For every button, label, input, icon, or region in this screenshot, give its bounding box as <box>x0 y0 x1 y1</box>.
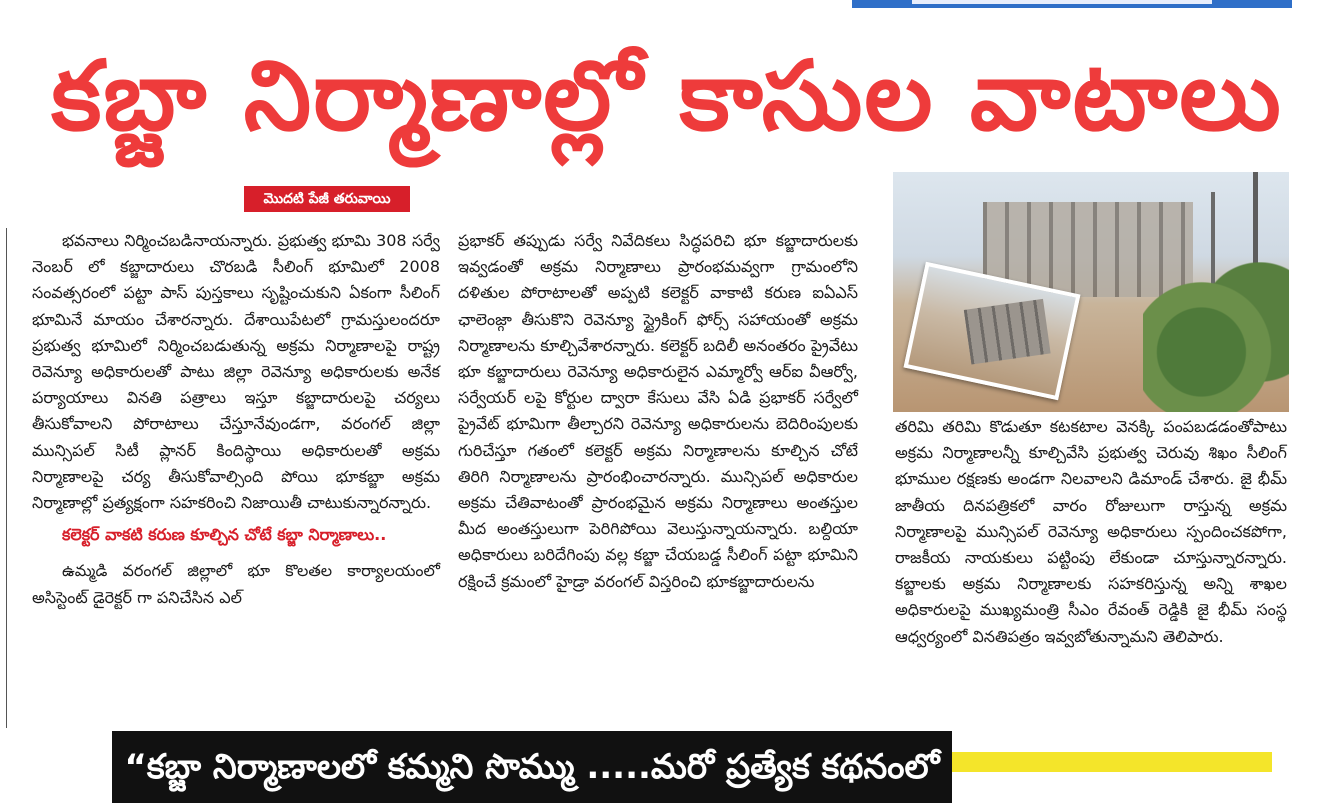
demolished-building <box>964 299 1051 365</box>
left-column-rule <box>6 228 7 728</box>
page-headline: కబ్జా నిర్మాణాల్లో కాసుల వాటాలు <box>51 40 1283 152</box>
article-column-2 <box>458 228 858 595</box>
top-color-strip <box>852 0 1292 8</box>
teaser-banner: “కబ్జా నిర్మాణాలలో కమ్మని సొమ్ము .....మరో ప్రత్యేక కథనంలో <box>112 731 952 803</box>
article-column-3 <box>895 414 1287 650</box>
construction-photo <box>893 172 1289 412</box>
article-column-1 <box>32 228 440 611</box>
col2-paragraph-1: ప్రభాకర్ తప్పుడు సర్వే నివేదికలు సిద్ధపరిచి భూ కబ్జాదారులకు ఇవ్వడంతో అక్రమ నిర్మాణాలు ప్రారంభమవ్వగా గ్రామంలోని దళితుల పోరాటాలతో అప్పటి కలెక్టర్ వాకాటి కరుణ ఐఏఎస్ ఛాలెంజ్గా తీసుకొని రెవెన్యూ స్ట్రైకింగ్ ఫోర్స్ సహాయంతో అక్రమ నిర్మాణాలను కూల్చివేశారన్నారు. కలెక్టర్ బదిలీ అనంతరం ప్రైవేటు భూ కబ్జాదారులు రెవెన్యూ అధికారులైన ఎమ్మార్వో ఆర్ఐ వీఆర్వో, సర్వేయర్ లపై కోర్టుల ద్వారా కేసులు వేసి ఏడి ప్రభాకర్ సర్వేలో ప్రైవేట్ భూమిగా తీల్చారని రెవెన్యూ అధికారులను బెదిరింపులకు గురిచేస్తూ గతంలో కలెక్టర్ అక్రమ నిర్మాణాలను కూల్చిన చోటే తిరిగి నిర్మాణాలను ప్రారంభించారన్నారు. మున్సిపల్ అధికారుల అక్రమ చేతివాటంతో ప్రారంభమైన అక్రమ నిర్మాణాలు అంతస్తుల మీద అంతస్తులుగా పెరిగిపోయి వెలుస్తున్నాయన్నారు. బల్దియా అధికారులు బరిదేగింపు వల్ల కబ్జా చేయబడ్డ సీలింగ్ పట్టా భూమిని రక్షించే క్రమంలో హైడ్రా వరంగల్ విస్తరించి భూకబ్జాదారులను <box>458 231 858 591</box>
col3-paragraph-1: తరిమి తరిమి కొడుతూ కటకటాల వెనక్కి పంపబడడంతోపాటు అక్రమ నిర్మాణాలన్నీ కూల్చివేసి ప్రభుత్వ చెరువు శిఖం సీలింగ్ భూముల రక్షణకు అండగా నిలవాలని డిమాండ్ చేశారు. జై భీమ్ జాతీయ దినపత్రికలో వారం రోజులుగా రాస్తున్న అక్రమ నిర్మాణాలపై మున్సిపల్ రెవెన్యూ అధికారులు స్పందించకపోగా, రాజకీయ నాయకులు పట్టింపు లేకుండా చూస్తున్నారన్నారు. కబ్జాలకు అక్రమ నిర్మాణాలకు సహకరిస్తున్న అన్ని శాఖల అధికారులపై ముఖ్యమంత్రి సీఎం రేవంత్ రెడ్డికి జై భీమ్ సంస్థ ఆధ్వర్యంలో వినతిపత్రం ఇవ్వబోతున్నామని తెలిపారు. <box>895 417 1287 646</box>
col1-subheading: కలెక్టర్ వాకటి కరుణ కూల్చిన చోటే కబ్జా నిర్మాణాలు.. <box>62 525 387 545</box>
banner-accent-bar <box>952 752 1272 772</box>
col1-paragraph-2: ఉమ్మడి వరంగల్ జిల్లాలో భూ కొలతల కార్యాలయంలో అసిస్టెంట్ డైరెక్టర్ గా పనిచేసిన ఎల్ <box>32 561 440 607</box>
col1-paragraph-1: భవనాలు నిర్మించబడినాయన్నారు. ప్రభుత్వ భూమి 308 సర్వే నెంబర్ లో కబ్జాదారులు చొరబడి సీలింగ్ భూమిలో 2008 సంవత్సరంలో పట్టా పాస్ పుస్తకాలు సృష్టించుకుని ఏకంగా సీలింగ్ భూమినే మాయం చేశారన్నారు. దేశాయిపేటలో గ్రామస్తులందరూ ప్రభుత్వ భూమిలో నిర్మించబడుతున్న అక్రమ నిర్మాణాలపై రాష్ట్ర రెవెన్యూ అధికారులతో పాటు జిల్లా రెవెన్యూ అధికారులకు అనేక పర్యాయాలు వినతి పత్రాలు ఇస్తూ కబ్జాదారులపై చర్యలు తీసుకోవాలని పోరాటాలు చేస్తూనేవుండగా, వరంగల్ జిల్లా మున్సిపల్ సిటీ ప్లానర్ కిందిస్థాయి అధికారులతో అక్రమ నిర్మాణాలపై చర్య తీసుకోవాల్సింది పోయి భూకబ్జా అక్రమ నిర్మాణాల్లో ప్రత్యక్షంగా సహకరించి నిజాయితీ చాటుకున్నారన్నారు. <box>32 231 440 513</box>
trees <box>1143 262 1289 412</box>
top-strip-inner <box>912 0 1212 4</box>
continuation-kicker: మొదటి పేజీ తరువాయి <box>244 186 410 212</box>
